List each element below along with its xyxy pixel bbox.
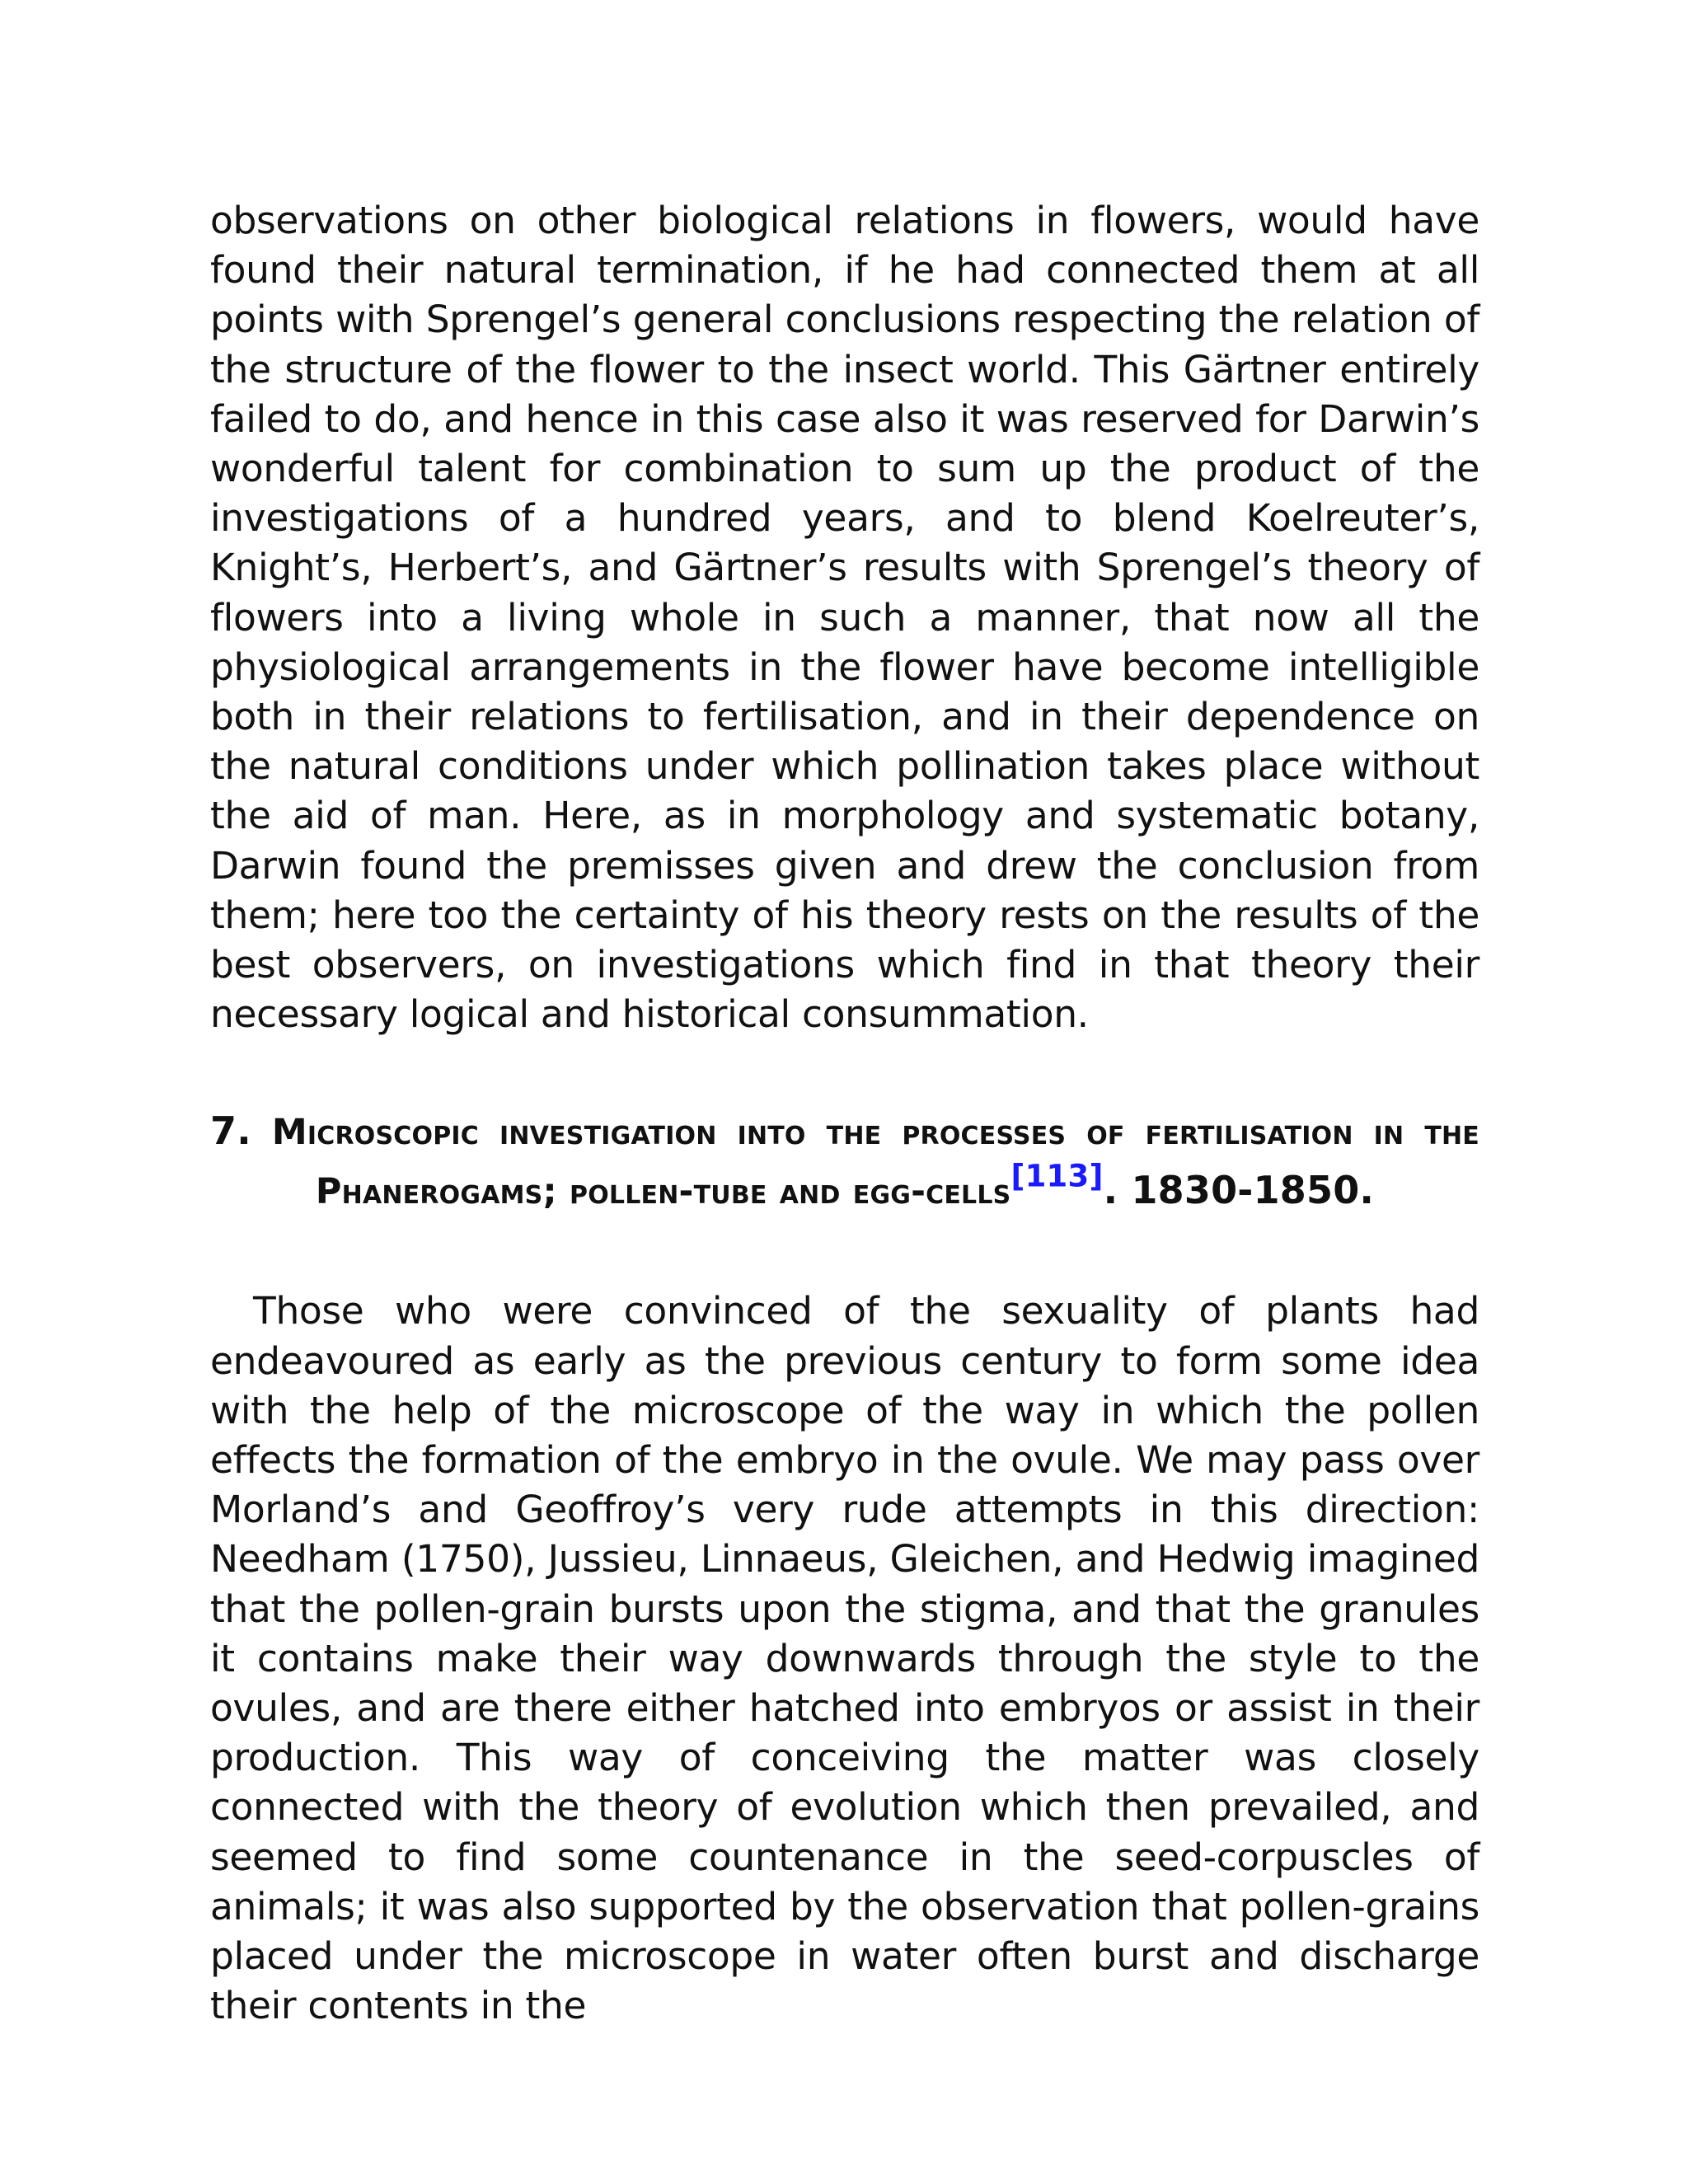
spacer <box>210 1221 1479 1286</box>
body-paragraph-continued: observations on other biological relations in flowers, would have found their natural termination, if he had connected them at all points with Sprengel’s general conclusions respecting the relation of the structure of the flower to the insect world. This Gärtner entirely failed to do, and hence in this case also it was reserved for Darwin’s wonderful talent for combination to sum up the product of the investigations of a hundred years, and to blend Koelreuter’s, Knight’s, Herbert’s, and Gärtner’s results with Sprengel’s theory of flowers into a living whole in such a manner, that now all the physiological arrangements in the flower have become intelligible both in their relations to fertilisation, and in their dependence on the natural conditions under which pollination takes place without the aid of man. Here, as in morphology and systematic botany, Darwin found the premisses given and drew the conclusion from them; here too the certainty of his theory rests on the results of the best observers, on investigations which find in that theory their necessary logical and historical consummation. <box>210 199 1479 1037</box>
footnote-reference-link[interactable]: [113] <box>1010 1159 1104 1195</box>
section-number: 7. <box>210 1108 251 1154</box>
document-page <box>210 196 1479 2032</box>
body-paragraph: Those who were convinced of the sexuality of plants had endeavoured as early as the previous century to form some idea with the help of the microscope of the way in which the pollen effects the formation of the embryo in the ovule. We may pass over Morland’s and Geoffroy’s very rude attempts in this direction: Needham (1750), Jussieu, Linnaeus, Gleichen, and Hedwig imagined that the pollen-grain bursts upon the stigma, and that the granules it contains make their way downwards through the style to the ovules, and are there either hatched into embryos or assist in their production. This way of conceiving the matter was closely connected with the theory of evolution which then prevailed, and seemed to find some countenance in the seed-corpuscles of animals; it was also supported by the observation that pollen-grains placed under the microscope in water often burst and discharge their contents in the <box>210 1289 1479 2028</box>
section-heading <box>210 1102 1479 1221</box>
section-title: Microscopic investigation into the processes of fertilisation in the Phanerogams; pollen-tube and egg-cells <box>271 1112 1480 1213</box>
section-date-range: . 1830-1850. <box>1103 1168 1375 1213</box>
